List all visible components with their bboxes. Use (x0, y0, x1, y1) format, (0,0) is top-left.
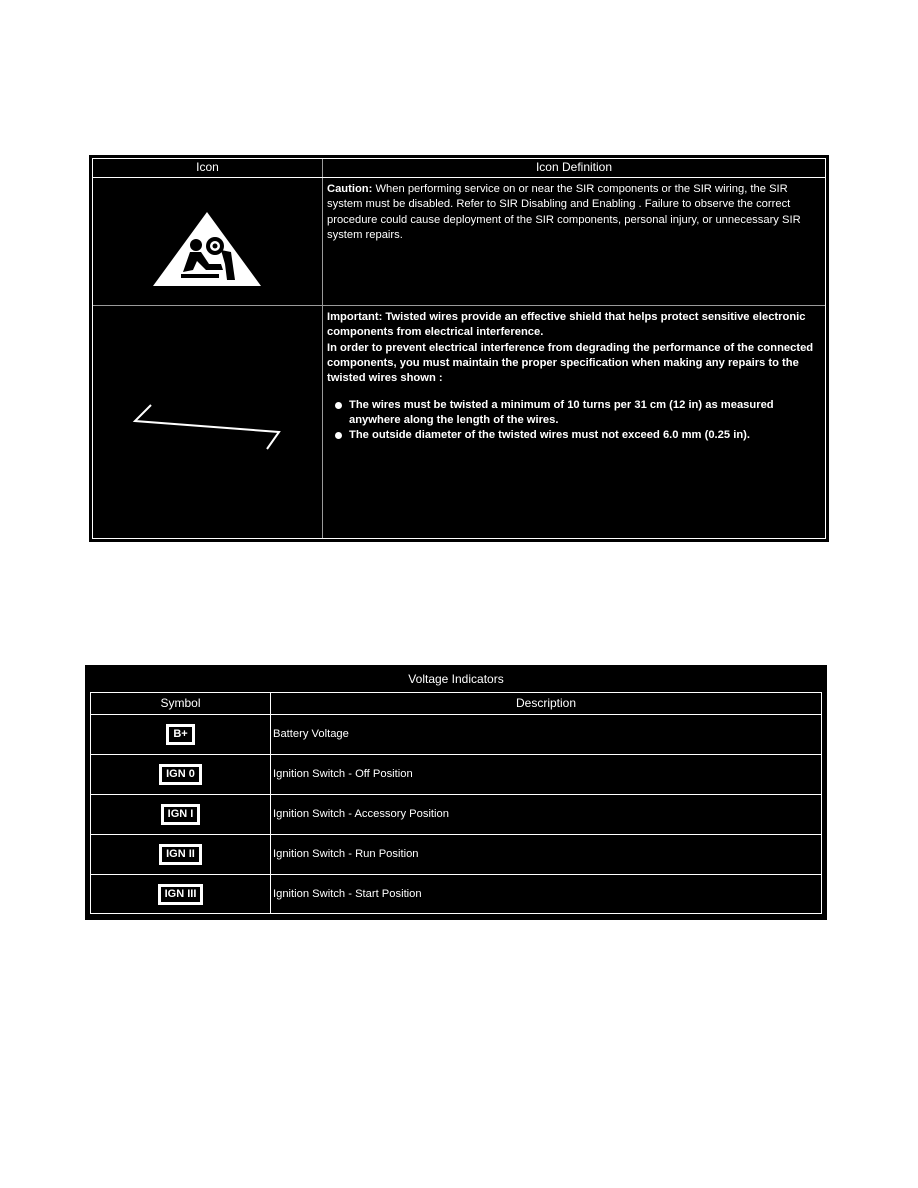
bullet-icon (335, 432, 342, 439)
header-icon: Icon (196, 160, 219, 174)
header-description: Description (515, 696, 577, 710)
description-battery: Battery Voltage (273, 728, 349, 740)
description-ign-1: Ignition Switch - Accessory Position (273, 808, 449, 820)
icon-definition-table (89, 155, 829, 542)
description-ign-3: Ignition Switch - Start Position (273, 888, 422, 900)
important-text: Important: Twisted wires provide an effective shield that helps protect sensitive electronic components from electrical interference. (327, 311, 806, 339)
symbol-ign-1: IGN I (91, 794, 270, 834)
voltage-indicators-table (85, 665, 827, 920)
row-divider (93, 305, 825, 306)
bullet-icon (335, 402, 342, 409)
symbol-battery: B+ (91, 714, 270, 754)
twisted-wire-icon (131, 403, 283, 451)
description-ign-2: Ignition Switch - Run Position (273, 848, 419, 860)
description-ign-0: Ignition Switch - Off Position (273, 768, 413, 780)
symbol-ign-2: IGN II (91, 834, 270, 874)
header-divider (93, 177, 825, 178)
column-divider (270, 693, 271, 913)
voltage-grid (90, 692, 822, 914)
list-item: The wires must be twisted a minimum of 10 turns per 31 cm (12 in) as measured anywhere along the length of the wires. (327, 398, 819, 428)
caution-text: When performing service on or near the SIR components or the SIR wiring, the SIR system must be disabled. Refer to SIR Disabling and Enabling . Failure to observe the correct procedure could cause deployment of the SIR components, personal injury, or unnecessary SIR system repairs. (327, 183, 801, 241)
prevent-text: In order to prevent electrical interference from degrading the performance of the connected components, you must maintain the proper specification when making any repairs to the twisted wires shown : (327, 341, 814, 385)
caution-definition (327, 182, 819, 243)
list-item: The outside diameter of the twisted wires must not exceed 6.0 mm (0.25 in). (327, 428, 819, 443)
twisted-wire-definition (327, 310, 819, 443)
table-title: Voltage Indicators (408, 672, 504, 686)
sir-airbag-warning-icon (153, 212, 261, 286)
symbol-ign-0: IGN 0 (91, 754, 270, 794)
spec-list (327, 398, 819, 443)
symbol-ign-3: IGN III (91, 874, 270, 914)
header-icon-definition: Icon Definition (535, 160, 613, 174)
header-symbol: Symbol (160, 696, 201, 710)
caution-label: Caution: (327, 183, 373, 195)
column-divider (322, 159, 323, 538)
